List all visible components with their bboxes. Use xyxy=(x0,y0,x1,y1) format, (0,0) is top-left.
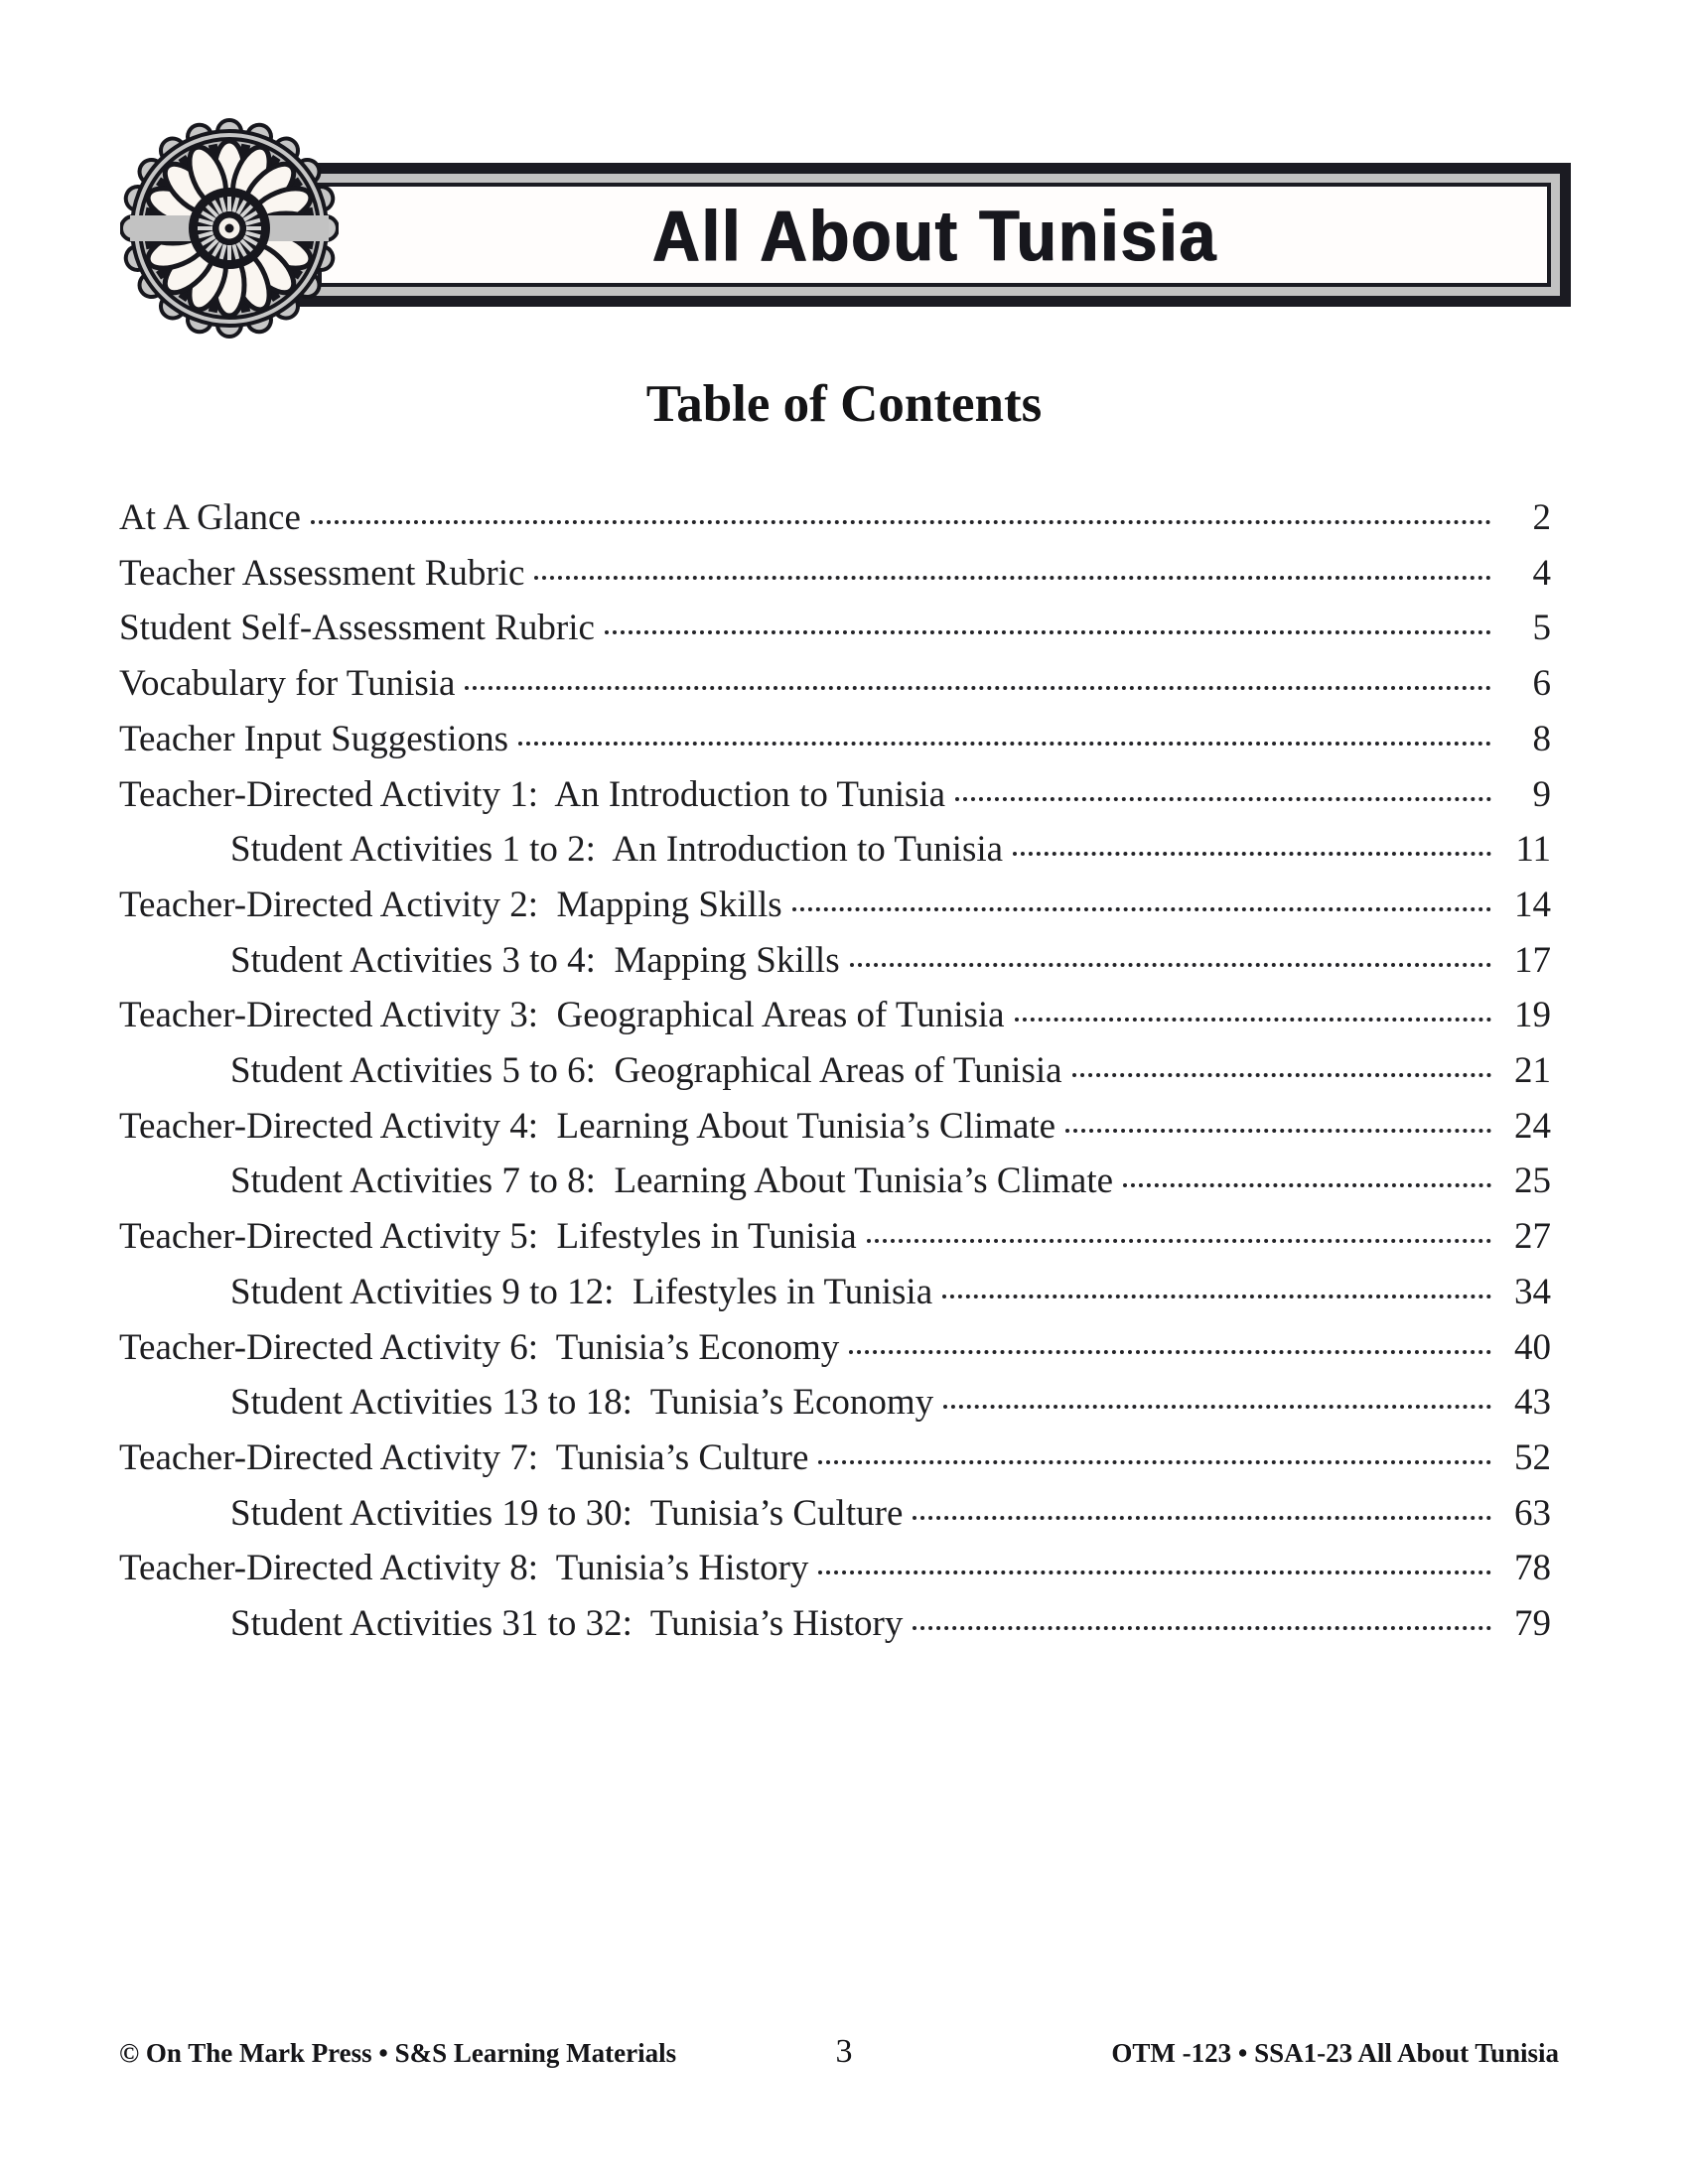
toc-dot-leader xyxy=(867,1239,1491,1243)
footer-product-code: OTM -123 • SSA1-23 All About Tunisia xyxy=(1111,2038,1559,2068)
toc-entry xyxy=(119,1099,1551,1155)
toc-dot-leader xyxy=(605,630,1491,634)
toc-entry-label: Teacher-Directed Activity 1: An Introduction to Tunisia xyxy=(119,773,946,815)
toc-entry xyxy=(119,490,1551,546)
toc-entry-page-number: 24 xyxy=(1514,1105,1551,1147)
toc-dot-leader xyxy=(913,1626,1491,1630)
toc-entry xyxy=(119,933,1551,989)
toc-entry-page-number: 4 xyxy=(1532,552,1551,594)
toc-entry-label: Teacher-Directed Activity 5: Lifestyles in Tunisia xyxy=(119,1216,857,1258)
toc-dot-leader xyxy=(534,576,1491,580)
toc-entry-page-number: 17 xyxy=(1514,939,1551,981)
rosette-mandala-icon xyxy=(120,117,339,340)
toc-entry-label: Teacher-Directed Activity 6: Tunisia’s Economy xyxy=(119,1326,840,1368)
toc-entry-label: Teacher-Directed Activity 7: Tunisia’s Culture xyxy=(119,1436,809,1478)
toc-entry xyxy=(119,546,1551,602)
toc-entry xyxy=(119,1043,1551,1099)
toc-heading: Table of Contents xyxy=(645,375,1043,433)
toc-entry xyxy=(119,1209,1551,1265)
toc-dot-leader xyxy=(1065,1129,1491,1133)
toc-entry-label: Student Activities 31 to 32: Tunisia’s History xyxy=(230,1603,904,1645)
toc-dot-leader xyxy=(311,520,1491,524)
toc-dot-leader xyxy=(955,797,1491,801)
title-banner-core xyxy=(318,183,1551,287)
toc-dot-leader xyxy=(850,963,1491,967)
toc-list xyxy=(119,490,1551,1652)
toc-entry xyxy=(119,1596,1551,1652)
toc-entry-page-number: 40 xyxy=(1514,1326,1551,1368)
toc-entry xyxy=(119,601,1551,656)
toc-entry-label: Teacher-Directed Activity 3: Geographical Areas of Tunisia xyxy=(119,995,1005,1036)
toc-entry-label: Student Activities 19 to 30: Tunisia’s Culture xyxy=(230,1492,904,1534)
toc-entry xyxy=(119,767,1551,823)
title-banner-gray-band xyxy=(309,174,1560,296)
toc-dot-leader xyxy=(1015,1018,1491,1022)
toc-dot-leader xyxy=(849,1350,1491,1354)
toc-entry-page-number: 14 xyxy=(1514,884,1551,925)
toc-entry-page-number: 34 xyxy=(1514,1271,1551,1312)
toc-entry xyxy=(119,1486,1551,1542)
toc-dot-leader xyxy=(1072,1073,1491,1077)
document-title: All About Tunisia xyxy=(651,194,1217,276)
toc-entry xyxy=(119,1154,1551,1209)
toc-entry-label: Teacher-Directed Activity 2: Mapping Skills xyxy=(119,884,782,925)
toc-dot-leader xyxy=(913,1516,1491,1520)
toc-entry-label: Teacher-Directed Activity 4: Learning About Tunisia’s Climate xyxy=(119,1105,1056,1147)
toc-entry-label: Student Activities 7 to 8: Learning About Tunisia’s Climate xyxy=(230,1160,1114,1202)
toc-entry-page-number: 27 xyxy=(1514,1216,1551,1258)
page-number: 3 xyxy=(835,2033,853,2070)
toc-dot-leader xyxy=(465,686,1491,690)
toc-entry-page-number: 63 xyxy=(1514,1492,1551,1534)
toc-entry-page-number: 21 xyxy=(1514,1050,1551,1092)
toc-entry-page-number: 6 xyxy=(1532,663,1551,705)
toc-entry-label: Student Activities 1 to 2: An Introduction to Tunisia xyxy=(230,829,1004,871)
toc-entry-label: Student Activities 3 to 4: Mapping Skills xyxy=(230,939,840,981)
toc-entry-label: Student Activities 9 to 12: Lifestyles in Tunisia xyxy=(230,1271,933,1312)
toc-dot-leader xyxy=(942,1295,1491,1298)
toc-entry-label: At A Glance xyxy=(119,497,301,538)
toc-entry-page-number: 25 xyxy=(1514,1160,1551,1202)
toc-entry-label: Teacher-Directed Activity 8: Tunisia’s History xyxy=(119,1548,809,1589)
toc-entry xyxy=(119,1375,1551,1431)
toc-entry xyxy=(119,1541,1551,1596)
toc-entry-page-number: 2 xyxy=(1532,497,1551,538)
toc-entry-page-number: 11 xyxy=(1515,829,1551,871)
toc-dot-leader xyxy=(943,1405,1491,1409)
toc-entry-label: Student Activities 13 to 18: Tunisia’s Economy xyxy=(230,1382,934,1424)
toc-dot-leader xyxy=(792,907,1491,911)
toc-entry-label: Vocabulary for Tunisia xyxy=(119,663,456,705)
toc-entry-label: Teacher Assessment Rubric xyxy=(119,552,525,594)
toc-entry xyxy=(119,822,1551,878)
toc-entry xyxy=(119,1320,1551,1376)
toc-entry xyxy=(119,1265,1551,1320)
toc-dot-leader xyxy=(518,742,1491,746)
toc-entry-label: Student Activities 5 to 6: Geographical Areas of Tunisia xyxy=(230,1050,1062,1092)
toc-entry xyxy=(119,656,1551,712)
toc-entry-label: Student Self-Assessment Rubric xyxy=(119,608,595,649)
toc-dot-leader xyxy=(1013,852,1491,856)
toc-entry xyxy=(119,878,1551,933)
toc-entry-page-number: 52 xyxy=(1514,1436,1551,1478)
toc-entry-page-number: 19 xyxy=(1514,995,1551,1036)
footer-copyright: © On The Mark Press • S&S Learning Materials xyxy=(119,2038,677,2068)
title-banner xyxy=(298,163,1571,307)
toc-entry-page-number: 8 xyxy=(1532,718,1551,759)
toc-entry xyxy=(119,1431,1551,1486)
toc-entry-label: Teacher Input Suggestions xyxy=(119,718,508,759)
toc-dot-leader xyxy=(818,1460,1491,1464)
toc-entry xyxy=(119,988,1551,1043)
toc-dot-leader xyxy=(1123,1183,1491,1187)
toc-entry-page-number: 43 xyxy=(1514,1382,1551,1424)
toc-entry-page-number: 5 xyxy=(1532,608,1551,649)
toc-entry-page-number: 9 xyxy=(1532,773,1551,815)
toc-entry xyxy=(119,712,1551,767)
toc-dot-leader xyxy=(818,1570,1491,1574)
toc-entry-page-number: 78 xyxy=(1514,1548,1551,1589)
toc-entry-page-number: 79 xyxy=(1514,1603,1551,1645)
